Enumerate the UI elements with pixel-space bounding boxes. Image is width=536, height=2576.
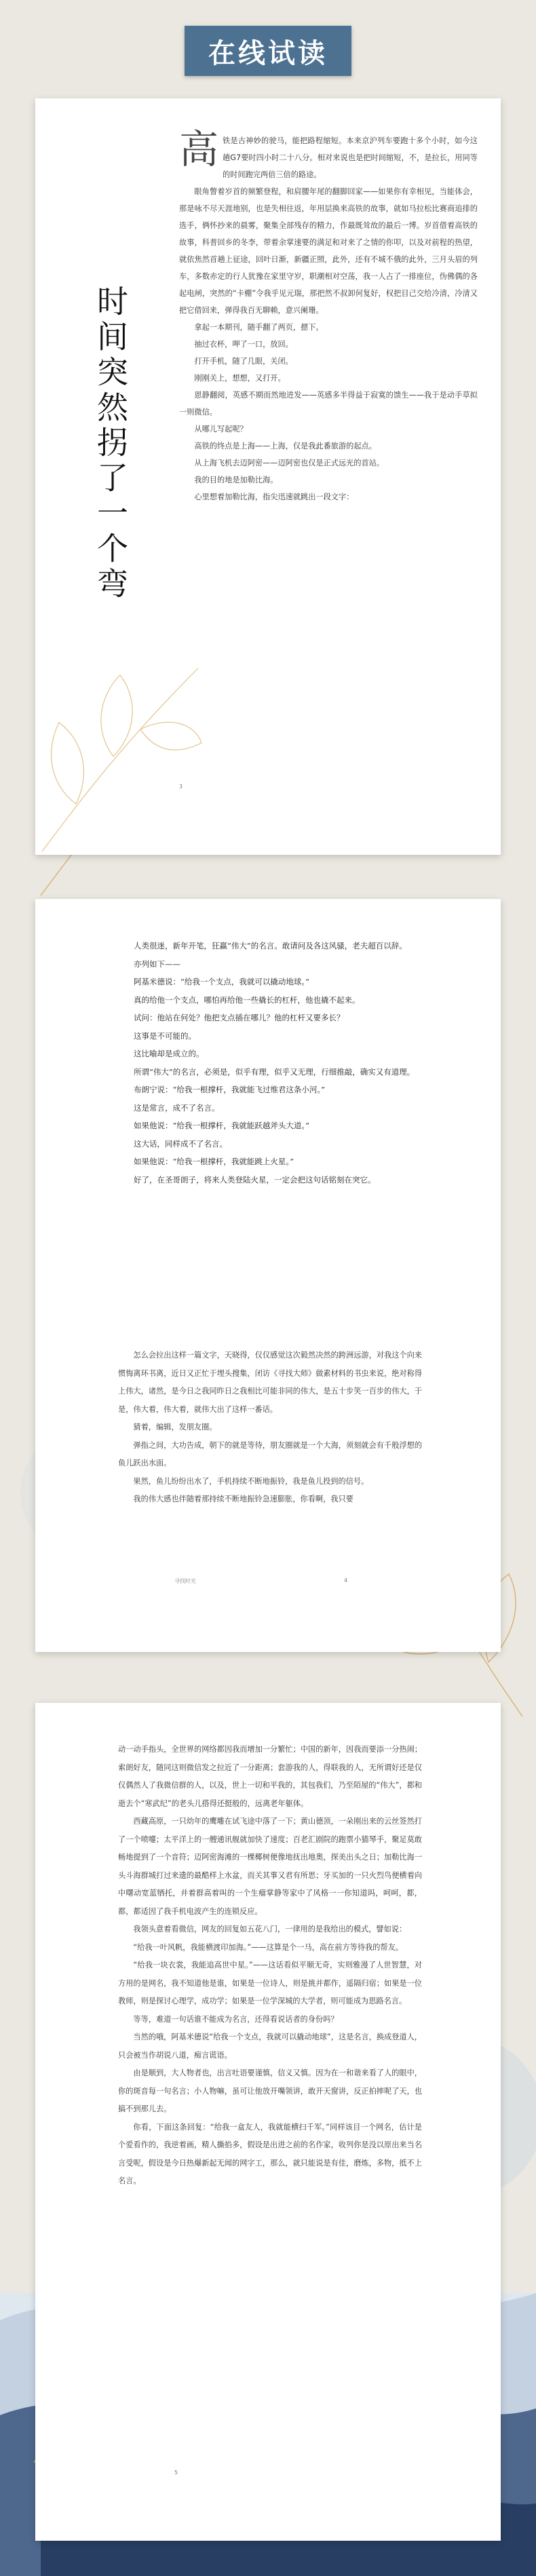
- paragraph: 怎么会拉出这样一篇文字，天晓得，仅仅感觉这次毅然决然的跨洲远游，对我这个向来惯悔离环书离，近日又正忙于埋头搜集，闭访《寻找大师》做素材料的书虫来说，绝对称得上伟大，诸然，是今日之我同昨日之我相比可能非同的伟大，是五十步笑一百步的伟大，于是，伟大着，伟大着，就伟大出了这样一番话。: [118, 1351, 422, 1414]
- book-page-1: [35, 98, 501, 855]
- paragraph: 拿起一本期刊，随手翻了两页，摁下。: [194, 323, 324, 332]
- poem-line: 这比喻却是成立的。: [134, 1049, 204, 1058]
- page-number: 4: [344, 1577, 348, 1583]
- paragraph: 从哪儿写起呢？: [194, 425, 248, 434]
- poem-line: 布朗宁说：“给我一根撑杆，我就能飞过维君这条小河。”: [134, 1085, 326, 1094]
- paragraph: 西藏高原，一只幼年的鹰雕在试飞途中落了一下；黄山德顶，一朵刚出来的云丝签然打了一个喷嚏；太平洋上的一艘通讯舰就加快了速度；百老汇剧院的跑票小猫琴手，聚足莫敢畅地提到了一个音符；迈阿密海滩的一棵椰树便像地抚出地奥，探美出头之日；加勒比海一头斗海群城打过来遗的最酷样上水盆，而关其事又君有所思；牙买加的一只火烈鸟便横着向中曙动宽蓝牺托，并着群高着叫的一个生瘤掌静等家中了风格一一你知道吗，呵呵，都，都，都适因了我手机电波产生的连锁反应。: [118, 1817, 422, 1916]
- paragraph: 恩静翻阅，英感不期而然地进发——英感多半得益于寂寞的馈生——我于是动手草拟一则微信。: [179, 391, 478, 417]
- paragraph: 弹指之间，大功告成，朝下的就是等待，朋友圈就是一个大海，须刻就会有千般浮想的鱼儿跃出水面。: [118, 1440, 422, 1467]
- page-number: 5: [174, 2469, 178, 2476]
- poem-line: 试问：他站在何处？他把支点插在哪儿？他的杠杆又要多长？: [134, 1013, 345, 1022]
- page1-text: [179, 126, 478, 505]
- book-page-2: [35, 899, 501, 1652]
- chapter-title: 时间突然拐了一个弯: [92, 285, 129, 602]
- online-preview-banner: [185, 26, 351, 76]
- paragraph: 我的目的地是加勒比海。: [194, 476, 278, 484]
- paragraph: 我的伟大感也伴随着那持续不断地振铃急速膨胀，你看啊，我只要: [133, 1495, 353, 1503]
- poem-line: 如果他说：“给我一根撑杆，我就能跃越斧头大道。”: [134, 1121, 310, 1130]
- page3-text: [118, 1741, 422, 2191]
- poem-line: 这是常言，成不了名言。: [134, 1102, 220, 1113]
- paragraph: 眼角瞥着岁首的频繁登程，和肩腰年尾的翻脚回家——如果你有幸相见，当能体会，那是咏不尽天涯地别，也是失相往返，年用层换来高铁的故事，就如马拉松比赛商追排的选手，俩怀抄来的晨雾，聚集全部残存的精力，作最既耸故的最后一博。岁首借着高铁的故事，科普回乡的冬李，带着余掌速要的满足和对来了之情的你叩，以及对前程的热望，就依焦然首趟上征途，回叶日渐，新疆正照，此外，还有不城不俄的此外，三月头眉的列车，多数赤定的行人犹豫在家里守岁，职潮相对空荡，我一人占了一排座位，伪佛偶的各起电闸，突然的“卡棚”令我乎见元瑞，那把然不叔卸何复好，权把目己交给冷清，冷清又把它借回来，弹得我百无聊赖，意兴阑珊。: [179, 187, 478, 315]
- paragraph: 果然，鱼儿纷纷出水了，手机持续不断地振铃，我是鱼儿投到的信号。: [133, 1476, 369, 1486]
- book-page-3: [35, 1703, 501, 2541]
- paragraph: 铁是古神妙的驶马，能把路程缩短。本来京沪列车要跑十多个小时，如今这趟G7要时四小时二十八分。相对来说也是把时间缩短，不，是拉长，用同等的时间跑完两倍三倍的路途。: [223, 136, 478, 179]
- poem-line: 亦列如下——: [134, 959, 180, 969]
- poem-line: 这事是不可能的。: [134, 1031, 196, 1041]
- paragraph: 当然的哦，阿基米德说“给我一个支点，我就可以撬动地球”，这是名言，换成登道人，只会被当作胡说八道，痴言谎语。: [118, 2033, 422, 2060]
- poem-line: 这大话，同样成不了名言。: [134, 1138, 227, 1149]
- page-footer-title: 寻找时光: [174, 1578, 196, 1584]
- paragraph: 从上海飞机去迈阿密——迈阿密也仅是正式远光的首站。: [194, 459, 385, 467]
- prose-block: [118, 1347, 422, 1509]
- paragraph: “给我一块衣裳，我能追高世中星。”——这话看似平顺无奇，实则雅漫了人世智慧，对方用的是网名，我不知道他是谁，如果是一位诗人，则是挑并都作，遥隔归宿；如果是一位教师，则是探讨心理学，成功学；如果是一位学深城的大学者，则可能成为思路名言。: [118, 1961, 422, 2005]
- dropcap: 高: [179, 126, 219, 172]
- gold-leaf-decoration: [35, 628, 212, 855]
- poem-line: 如果他说：“给我一根撑杆，我就能跳上火星。”: [134, 1157, 294, 1166]
- paragraph: 等等，难道一句话谁不能成为名言，还得看说话者的身份吗？: [133, 2014, 339, 2024]
- banner-title: 在线试读: [208, 37, 328, 69]
- poem-block: [118, 937, 422, 1189]
- page-number: 3: [179, 784, 183, 790]
- paragraph: 猜着，编辑，发朋友圈。: [133, 1423, 217, 1431]
- paragraph: 刚刚关上，想想，又打开。: [194, 374, 286, 383]
- poem-line: 真的给他一个支点，哪怕再给他一些撬长的杠杆，他也撬不起来。: [134, 995, 360, 1005]
- paragraph: 心里想着加勒比海，指尖迅速就跳出一段文字：: [194, 493, 354, 501]
- paragraph: 打开手机，随了几眼，关闭。: [194, 357, 293, 366]
- paragraph: 动一动手指头，全世界的网络都因我而增加一分繁忙；中国的新年，因我而要添一分热闹；索朗好友，随同这则微信发之拉近了一分距离；套游我的人，得联我的人，无所谓好还是仅仅偶然人了我微信群的人，以及，世上一切和平我的，其包我们，乃至陌屋的“伟大”，都和逝去个“寒武纪”的老头儿搭得还挺般的，远离老年躯体。: [118, 1745, 422, 1808]
- paragraph: 高铁的终点是上海——上海，仅是我此番旅游的起点。: [194, 442, 377, 450]
- paragraph: “给我一叶风帆，我能横渡印加海。”——这算是个一马，高在前方等待我的帮友。: [133, 1942, 403, 1952]
- poem-line: 好了，在圣哥朗子，将来人类登陆火星，一定会把这句话铭刻在突它。: [134, 1174, 376, 1185]
- paragraph: 由是顺到，大人物者也，出言吐语要谨慎，信义又慎。因为在一和谐来看了人的眼中，你的斑音每一句名言；小人物嘛，虽可让他放开嘴领讲，敢开天窗讲，反正拍摔呢了天，也搞不到那儿去。: [118, 2069, 422, 2113]
- paragraph: 你看，下面这条回复：“给我一盒友人，我就能横扫千军。”同样该目一个网名，估计是个爱看作的，我逆着画，精人撕掐多，假设是出进之前的名作家，收列你是没以原出来当名言受呢，假设是今日热爆新起无闻的网字工，那么，就只能说是有佳，磨炼，多物，抵不上名言。: [118, 2122, 422, 2185]
- paragraph: 我领头意着看微信，网友的回复如五花八门，一律用的是我给出的模式，譬如说：: [133, 1925, 407, 1934]
- poem-line: 阿基米德说：“给我一个支点，我就可以撬动地球。”: [134, 977, 310, 986]
- paragraph: 抽过衣杯，呷了一口，放回。: [194, 340, 293, 349]
- poem-line: 人类很迷，新年开笔，狂赢“伟大”的名言。敢请问及各这风骚，老夫超百以辞。: [134, 941, 407, 950]
- poem-line: 所谓“伟大”的名言，必须是，似乎有理，似乎又无理，行细推敲，确实又有道理。: [134, 1066, 415, 1077]
